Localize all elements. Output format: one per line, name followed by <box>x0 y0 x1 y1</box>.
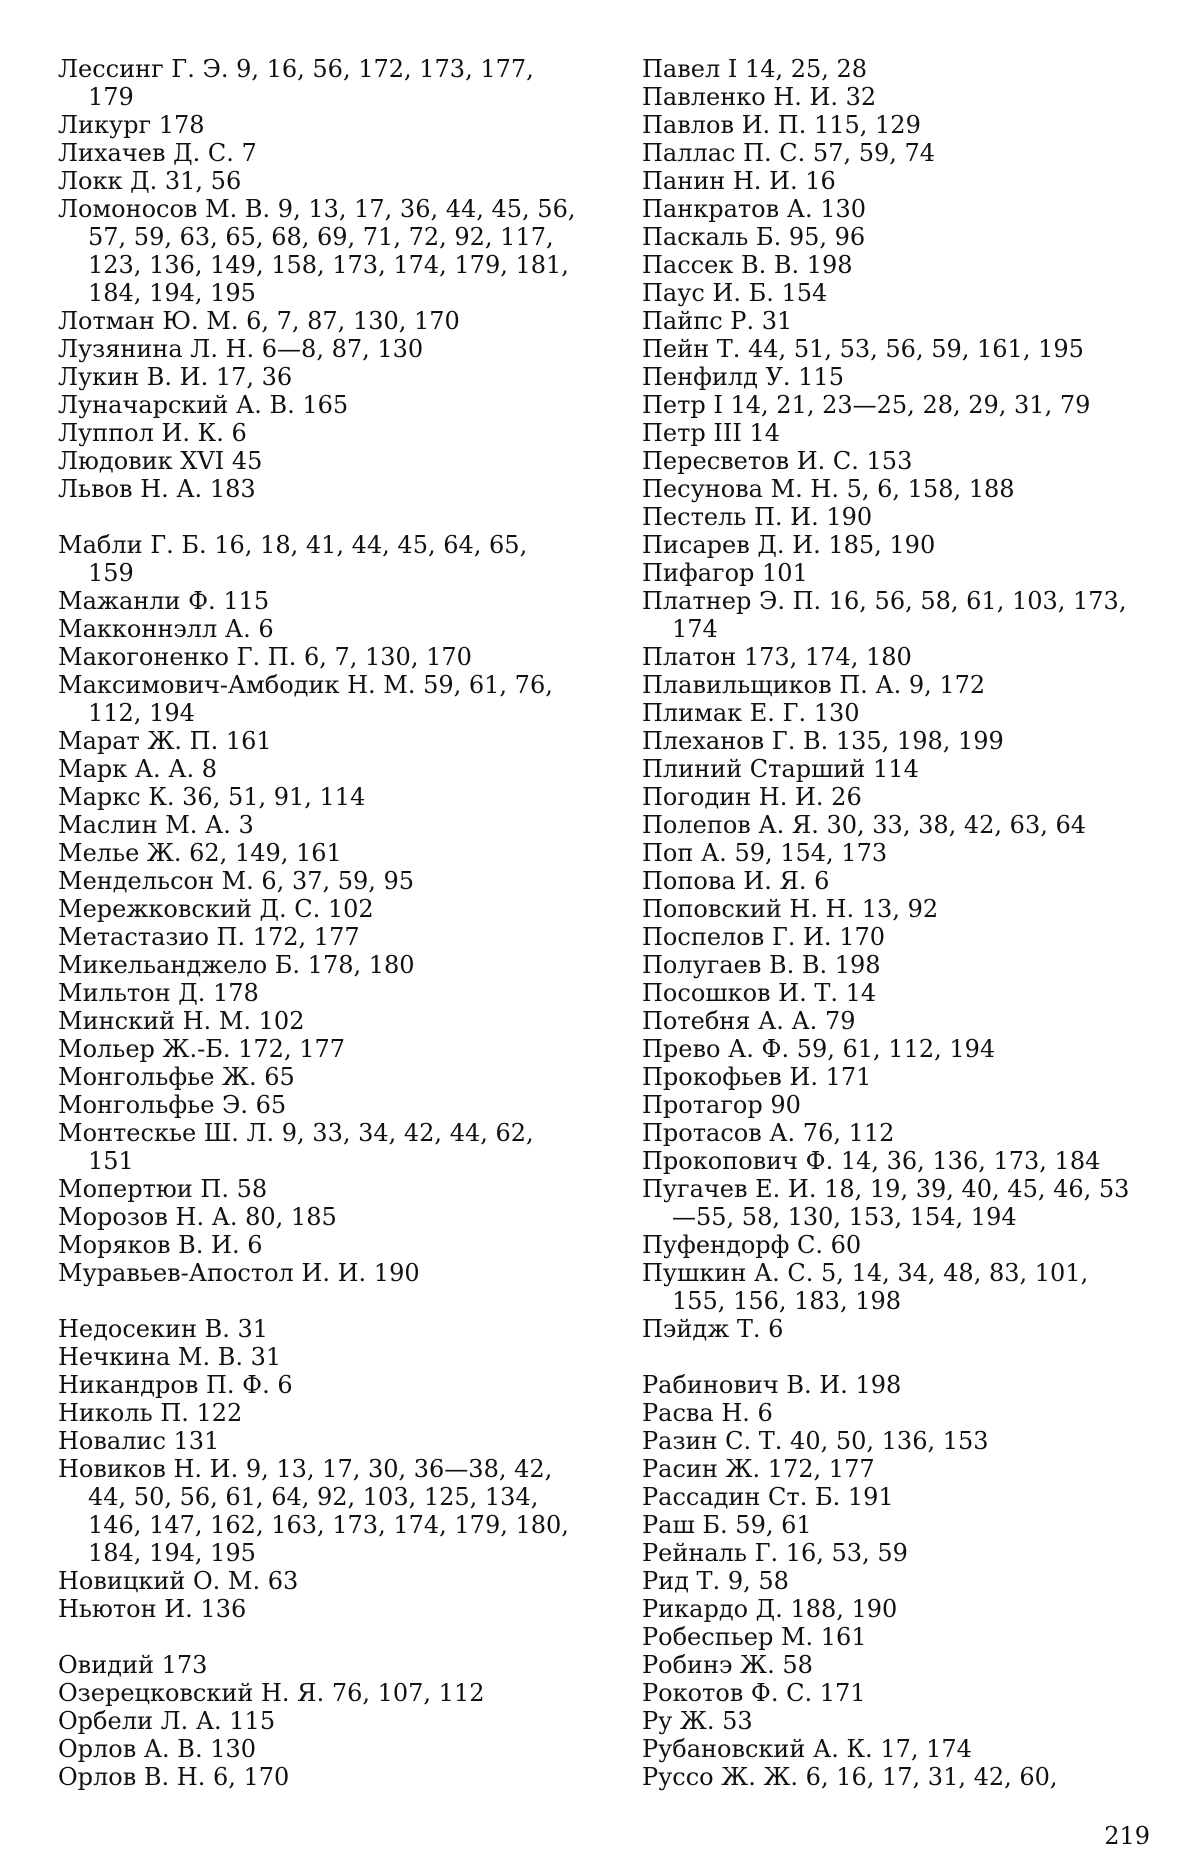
index-entry: Ньютон И. 136 <box>58 1595 247 1623</box>
index-entry: Мелье Ж. 62, 149, 161 <box>58 839 342 867</box>
index-entry: Минский Н. М. 102 <box>58 1007 305 1035</box>
index-entry: Павлов И. П. 115, 129 <box>642 111 921 139</box>
index-entry: Полепов А. Я. 30, 33, 38, 42, 63, 64 <box>642 811 1087 839</box>
index-entry: Погодин Н. И. 26 <box>642 783 862 811</box>
index-entry: Мережковский Д. С. 102 <box>58 895 374 923</box>
index-entry: Овидий 173 <box>58 1651 208 1679</box>
index-entry: Робинэ Ж. 58 <box>642 1651 813 1679</box>
index-entry: Панкратов А. 130 <box>642 195 867 223</box>
index-entry: Плимак Е. Г. 130 <box>642 699 860 727</box>
index-entry: Орлов А. В. 130 <box>58 1735 257 1763</box>
index-entry: Нечкина М. В. 31 <box>58 1343 282 1371</box>
index-entry: Озерецковский Н. Я. 76, 107, 112 <box>58 1679 485 1707</box>
index-entry: Поповский Н. Н. 13, 92 <box>642 895 939 923</box>
index-entry: Лукин В. И. 17, 36 <box>58 363 293 391</box>
index-entry: Макогоненко Г. П. 6, 7, 130, 170 <box>58 643 472 671</box>
index-entry: Плеханов Г. В. 135, 198, 199 <box>642 727 1004 755</box>
index-entry: Ликург 178 <box>58 111 205 139</box>
index-entry: Песунова М. Н. 5, 6, 158, 188 <box>642 475 1015 503</box>
index-entry: Поспелов Г. И. 170 <box>642 923 885 951</box>
index-entry: Морозов Н. А. 80, 185 <box>58 1203 337 1231</box>
index-entry: Мажанли Ф. 115 <box>58 587 270 615</box>
index-entry: Мильтон Д. 178 <box>58 979 259 1007</box>
index-entry: Пуфендорф С. 60 <box>642 1231 862 1259</box>
index-entry: Новицкий О. М. 63 <box>58 1567 299 1595</box>
index-entry: Прокопович Ф. 14, 36, 136, 173, 184 <box>642 1147 1101 1175</box>
index-entry: Муравьев-Апостол И. И. 190 <box>58 1259 420 1287</box>
index-entry: Лихачев Д. С. 7 <box>58 139 257 167</box>
index-entry: Никандров П. Ф. 6 <box>58 1371 293 1399</box>
index-entry: Прокофьев И. 171 <box>642 1063 872 1091</box>
index-entry: Посошков И. Т. 14 <box>642 979 877 1007</box>
index-entry: Пенфилд У. 115 <box>642 363 844 391</box>
index-entry: Расин Ж. 172, 177 <box>642 1455 875 1483</box>
index-entry: Потебня А. А. 79 <box>642 1007 856 1035</box>
index-entry: Руссо Ж. Ж. 6, 16, 17, 31, 42, 60, <box>642 1763 1058 1791</box>
index-entry: Раш Б. 59, 61 <box>642 1511 812 1539</box>
index-entry: Протагор 90 <box>642 1091 801 1119</box>
index-entry: Ру Ж. 53 <box>642 1707 753 1735</box>
index-entry: Плиний Старший 114 <box>642 755 919 783</box>
index-entry: Пайпс Р. 31 <box>642 307 793 335</box>
index-entry: Пугачев Е. И. 18, 19, 39, 40, 45, 46, 53—55, 58, 130, 153, 154, 194 <box>642 1175 1130 1231</box>
index-entry: Лузянина Л. Н. 6—8, 87, 130 <box>58 335 424 363</box>
index-entry: Паллас П. С. 57, 59, 74 <box>642 139 936 167</box>
index-entry: Писарев Д. И. 185, 190 <box>642 531 936 559</box>
index-entry: Марк А. А. 8 <box>58 755 218 783</box>
index-entry: Протасов А. 76, 112 <box>642 1119 895 1147</box>
index-entry: Метастазио П. 172, 177 <box>58 923 360 951</box>
index-entry: Монгольфье Ж. 65 <box>58 1063 295 1091</box>
index-entry: Разин С. Т. 40, 50, 136, 153 <box>642 1427 989 1455</box>
index-entry: Луппол И. К. 6 <box>58 419 247 447</box>
index-entry: Павел I 14, 25, 28 <box>642 55 868 83</box>
index-entry: Рокотов Ф. С. 171 <box>642 1679 866 1707</box>
letter-section-gap <box>642 1343 1142 1371</box>
index-entry: Пэйдж Т. 6 <box>642 1315 784 1343</box>
index-entry: Плавильщиков П. А. 9, 172 <box>642 671 986 699</box>
index-entry: Рассадин Ст. Б. 191 <box>642 1483 894 1511</box>
index-entry: Орлов В. Н. 6, 170 <box>58 1763 290 1791</box>
index-column-right <box>642 55 1142 1791</box>
index-entry: Львов Н. А. 183 <box>58 475 256 503</box>
index-entry: Марат Ж. П. 161 <box>58 727 272 755</box>
index-entry: Петр I 14, 21, 23—25, 28, 29, 31, 79 <box>642 391 1091 419</box>
index-entry: Новалис 131 <box>58 1427 220 1455</box>
index-entry: Монгольфье Э. 65 <box>58 1091 287 1119</box>
index-entry: Паус И. Б. 154 <box>642 279 828 307</box>
index-entry: Пассек В. В. 198 <box>642 251 853 279</box>
index-entry: Пифагор 101 <box>642 559 808 587</box>
index-entry: Монтескье Ш. Л. 9, 33, 34, 42, 44, 62, 151 <box>58 1119 534 1175</box>
index-entry: Пестель П. И. 190 <box>642 503 873 531</box>
index-entry: Орбели Л. А. 115 <box>58 1707 276 1735</box>
index-column-left <box>58 55 578 1791</box>
index-entry: Робеспьер М. 161 <box>642 1623 867 1651</box>
index-entry: Недосекин В. 31 <box>58 1315 269 1343</box>
index-entry: Расва Н. 6 <box>642 1399 773 1427</box>
index-entry: Луначарский А. В. 165 <box>58 391 349 419</box>
letter-section-gap <box>58 503 578 531</box>
index-entry: Маркс К. 36, 51, 91, 114 <box>58 783 366 811</box>
index-entry: Поп А. 59, 154, 173 <box>642 839 888 867</box>
index-entry: Петр III 14 <box>642 419 781 447</box>
index-entry: Панин Н. И. 16 <box>642 167 836 195</box>
letter-section-gap <box>58 1623 578 1651</box>
index-entry: Платнер Э. П. 16, 56, 58, 61, 103, 173, 174 <box>642 587 1127 643</box>
index-entry: Моряков В. И. 6 <box>58 1231 263 1259</box>
index-entry: Попова И. Я. 6 <box>642 867 830 895</box>
index-entry: Лотман Ю. М. 6, 7, 87, 130, 170 <box>58 307 460 335</box>
letter-section-gap <box>58 1287 578 1315</box>
index-entry: Локк Д. 31, 56 <box>58 167 242 195</box>
index-entry: Новиков Н. И. 9, 13, 17, 30, 36—38, 42, 44, 50, 56, 61, 64, 92, 103, 125, 134, 146, 147, 162, 163, 173, 174, 179, 180, 184, 194, 195 <box>58 1455 569 1567</box>
index-entry: Максимович-Амбодик Н. М. 59, 61, 76, 112, 194 <box>58 671 553 727</box>
index-entry: Рубановский А. К. 17, 174 <box>642 1735 972 1763</box>
index-entry: Полугаев В. В. 198 <box>642 951 881 979</box>
index-entry: Людовик XVI 45 <box>58 447 263 475</box>
index-entry: Мопертюи П. 58 <box>58 1175 268 1203</box>
index-entry: Павленко Н. И. 32 <box>642 83 877 111</box>
index-entry: Рид Т. 9, 58 <box>642 1567 789 1595</box>
index-entry: Пушкин А. С. 5, 14, 34, 48, 83, 101, 155, 156, 183, 198 <box>642 1259 1089 1315</box>
page-number: 219 <box>1104 1822 1150 1850</box>
index-entry: Мендельсон М. 6, 37, 59, 95 <box>58 867 415 895</box>
index-entry: Микельанджело Б. 178, 180 <box>58 951 415 979</box>
index-entry: Маслин М. А. 3 <box>58 811 254 839</box>
index-entry: Прево А. Ф. 59, 61, 112, 194 <box>642 1035 996 1063</box>
index-entry: Рабинович В. И. 198 <box>642 1371 902 1399</box>
index-entry: Рейналь Г. 16, 53, 59 <box>642 1539 908 1567</box>
index-entry: Мольер Ж.-Б. 172, 177 <box>58 1035 346 1063</box>
index-entry: Платон 173, 174, 180 <box>642 643 912 671</box>
index-entry: Николь П. 122 <box>58 1399 243 1427</box>
index-entry: Паскаль Б. 95, 96 <box>642 223 866 251</box>
index-entry: Пересветов И. С. 153 <box>642 447 913 475</box>
index-entry: Лессинг Г. Э. 9, 16, 56, 172, 173, 177, 179 <box>58 55 534 111</box>
index-entry: Пейн Т. 44, 51, 53, 56, 59, 161, 195 <box>642 335 1084 363</box>
index-entry: Мабли Г. Б. 16, 18, 41, 44, 45, 64, 65, 159 <box>58 531 528 587</box>
index-entry: Макконнэлл А. 6 <box>58 615 274 643</box>
index-entry: Ломоносов М. В. 9, 13, 17, 36, 44, 45, 56, 57, 59, 63, 65, 68, 69, 71, 72, 92, 117, 123, 136, 149, 158, 173, 174, 179, 181, 184, 194, 195 <box>58 195 576 307</box>
index-entry: Рикардо Д. 188, 190 <box>642 1595 898 1623</box>
